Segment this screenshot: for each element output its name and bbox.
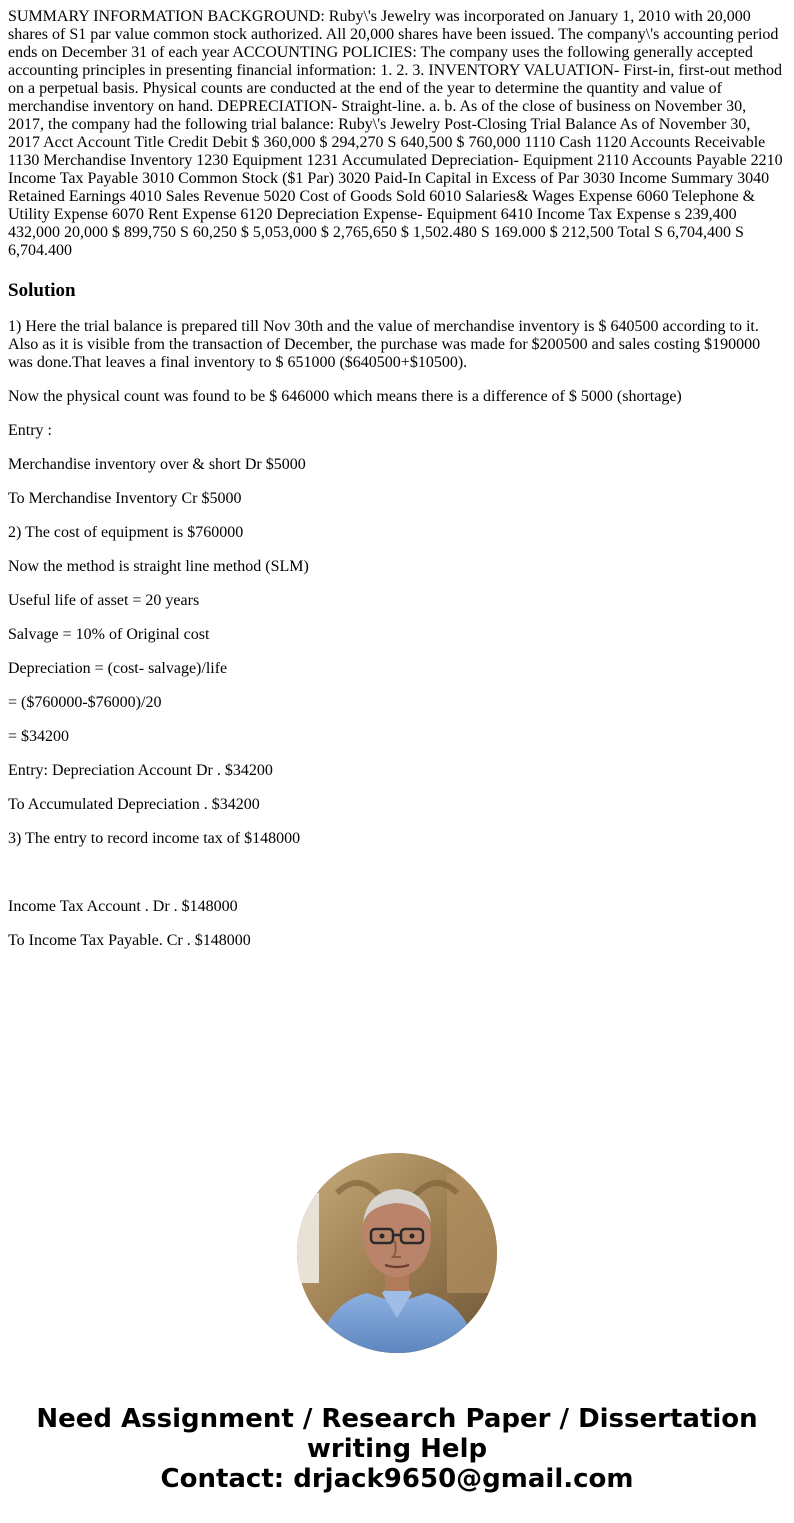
question-text: SUMMARY INFORMATION BACKGROUND: Ruby\'s Jewelry was incorporated on January 1, 2010 with 20,000 shares of S1 par value common stock authorized. All 20,000 shares have been issued. The company\'s accounting period ends on December 31 of each year ACCOUNTING POLICIES: The company uses the following generally accepted accounting principles in presenting financial information: 1. 2. 3. INVENTORY VALUATION- First-in, first-out method on a perpetual basis. Physical counts are conducted at the end of the year to determine the quantity and value of merchandise inventory on hand. DEPRECIATION- Straight-line. a. b. As of the close of business on November 30, 2017, the company had the following trial balance: Ruby\'s Jewelry Post-Closing Trial Balance As of November 30, 2017 Acct Account Title Credit Debit $ 360,000 $ 294,270 S 640,500 $ 760,000 1110 Cash 1120 Accounts Receivable 1130 Merchandise Inventory 1230 Equipment 1231 Accumulated Depreciation- Equipment 2110 Accounts Payable 2210 Income Tax Payable 3010 Common Stock ($1 Par) 3020 Paid-In Capital in Excess of Par 3030 Income Summary 3040 Retained Earnings 4010 Sales Revenue 5020 Cost of Goods Sold 6010 Salaries& Wages Expense 6060 Telephone & Utility Expense 6070 Rent Expense 6120 Depreciation Expense- Equipment 6410 Income Tax Expense s 239,400 432,000 20,000 $ 899,750 S 60,250 $ 5,053,000 $ 2,765,650 $ 1,502.480 S 169.000 $ 212,500 Total S 6,704,400 S 6,704.400 — [8, 8, 783, 259]
solution-line: Useful life of asset = 20 years — [8, 592, 200, 609]
solution-line: 2) The cost of equipment is $760000 — [8, 524, 244, 541]
document-content — [8, 8, 786, 966]
banner-line-2: writing Help — [306, 1434, 488, 1464]
solution-line: To Income Tax Payable. Cr . $148000 — [8, 932, 251, 949]
avatar — [297, 1153, 497, 1353]
solution-line: Now the method is straight line method (SLM) — [8, 558, 309, 575]
solution-line: To Accumulated Depreciation . $34200 — [8, 796, 260, 813]
banner-contact: Contact: drjack9650@gmail.com — [160, 1464, 634, 1494]
solution-line: 1) Here the trial balance is prepared till Nov 30th and the value of merchandise inventory is $ 640500 according to it. Also as it is visible from the transaction of December, the purchase was made for $200500 and sales costing $190000 was done.That leaves a final inventory to $ 651000 ($640500+$10500). — [8, 318, 761, 371]
solution-line: Salvage = 10% of Original cost — [8, 626, 210, 643]
solution-line: Merchandise inventory over & short Dr $5000 — [8, 456, 306, 473]
solution-body — [8, 318, 786, 950]
solution-line: Entry : — [8, 422, 52, 439]
solution-line: Entry: Depreciation Account Dr . $34200 — [8, 762, 273, 779]
solution-line: 3) The entry to record income tax of $148000 — [8, 830, 301, 847]
solution-heading: Solution — [8, 280, 76, 301]
solution-line-blank — [8, 864, 786, 882]
person-photo-icon — [297, 1153, 497, 1353]
solution-line: Income Tax Account . Dr . $148000 — [8, 898, 238, 915]
solution-line: Depreciation = (cost- salvage)/life — [8, 660, 228, 677]
solution-line: = ($760000-$76000)/20 — [8, 694, 162, 711]
solution-line: Now the physical count was found to be $ 646000 which means there is a difference of $ 5000 (shortage) — [8, 388, 682, 405]
help-banner — [0, 1404, 794, 1494]
solution-line: = $34200 — [8, 728, 70, 745]
solution-line: To Merchandise Inventory Cr $5000 — [8, 490, 242, 507]
banner-line-1: Need Assignment / Research Paper / Dissertation — [36, 1404, 758, 1434]
